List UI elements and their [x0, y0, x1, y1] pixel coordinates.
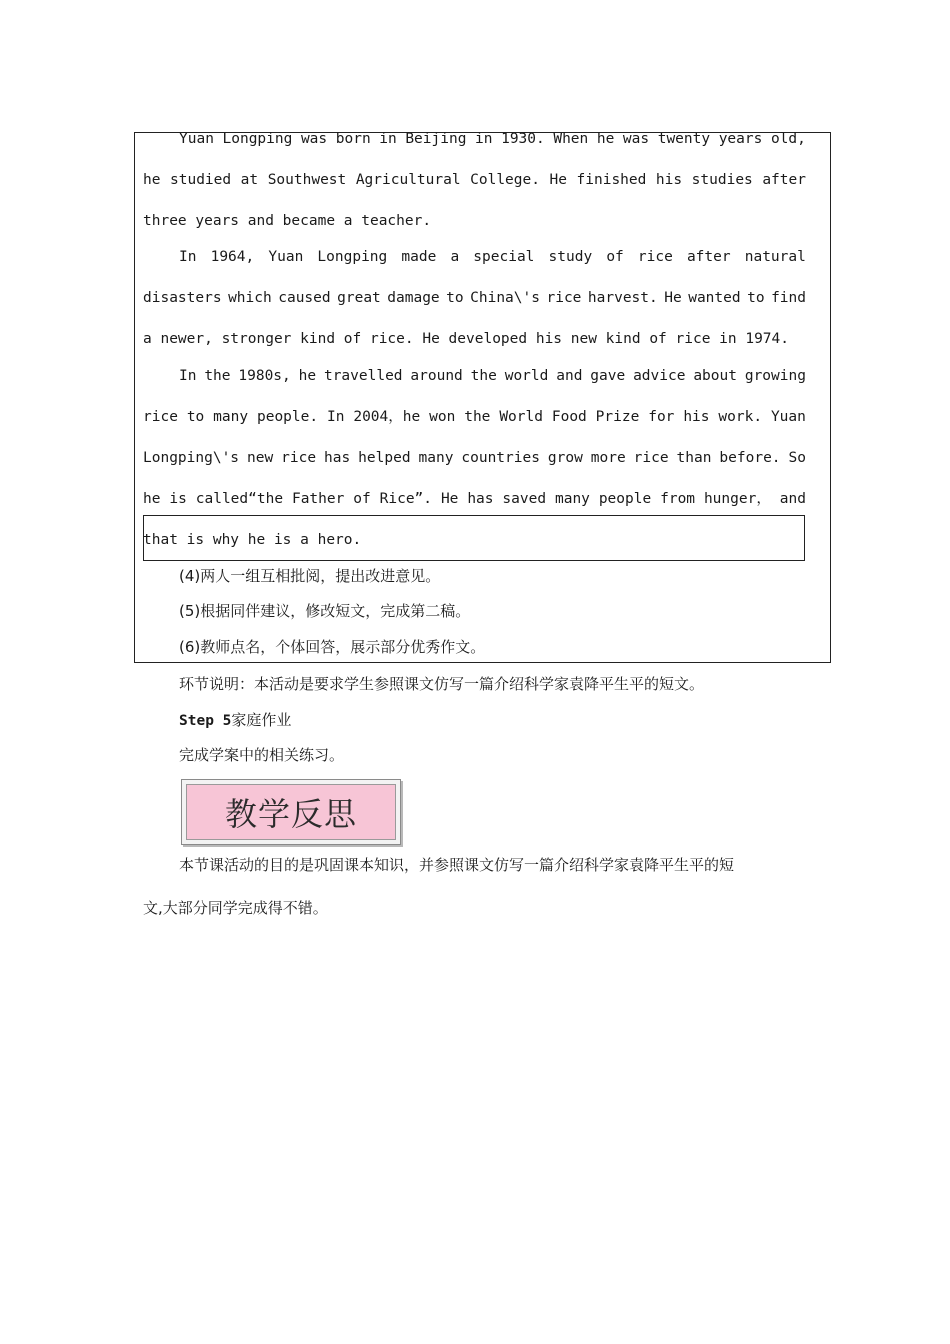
step-5-revise-text: (5)根据同伴建议，修改短文，完成第二稿。: [179, 602, 471, 620]
essay-word: World: [499, 409, 543, 425]
essay-word: In: [326, 409, 345, 425]
essay-word: He: [664, 290, 682, 306]
essay-word: a: [450, 249, 460, 265]
essay-word: new: [246, 450, 274, 466]
essay-word: China\'s: [470, 290, 540, 306]
essay-word: Longping\'s: [143, 450, 240, 466]
essay-word: from: [660, 491, 696, 507]
essay-word: damage: [387, 290, 440, 306]
essay-line: [179, 129, 806, 149]
essay-line: [179, 247, 806, 267]
essay-word: after: [762, 172, 806, 188]
step-6-text: (6)教师点名，个体回答，展示部分优秀作文。: [179, 638, 486, 656]
essay-word: find: [771, 290, 806, 306]
essay-line: [143, 407, 806, 427]
essay-word: gave: [590, 368, 626, 384]
essay-word: 1964,: [210, 249, 255, 265]
essay-line: [143, 448, 806, 468]
essay-word: around: [410, 368, 463, 384]
essay-word: won: [429, 409, 456, 425]
step5-heading: [179, 710, 291, 731]
essay-word: years: [718, 131, 763, 147]
essay-word: people: [598, 491, 652, 507]
essay-word: people.: [256, 409, 319, 425]
essay-line: [143, 170, 806, 190]
essay-word: many: [554, 491, 590, 507]
essay-word: Yuan: [179, 131, 214, 147]
essay-word: helped: [358, 450, 411, 466]
essay-word: hunger，: [703, 491, 771, 507]
essay-word: Beijing: [405, 131, 467, 147]
essay-word: advice: [633, 368, 686, 384]
essay-word: for: [648, 409, 675, 425]
activity-note: 环节说明：本活动是要求学生参照课文仿写一篇介绍科学家袁降平生平的短文。: [179, 675, 705, 693]
essay-word: Agricultural: [355, 172, 461, 188]
essay-word: and: [779, 491, 806, 507]
essay-word: to: [747, 290, 765, 306]
essay-word: to: [446, 290, 464, 306]
essay-word: rice: [637, 249, 673, 265]
essay-word: rice: [281, 450, 317, 466]
essay-word: study: [548, 249, 593, 265]
essay-word: Food: [551, 409, 587, 425]
essay-word: caused: [278, 290, 331, 306]
essay-word: finished: [576, 172, 647, 188]
essay-word: to: [186, 409, 205, 425]
essay-word: the: [204, 368, 231, 384]
essay-word: Longping: [317, 249, 388, 265]
essay-word: natural: [744, 249, 806, 265]
essay-word: travelled: [323, 368, 403, 384]
reflection-badge-label: 教学反思: [186, 784, 396, 840]
essay-word: the: [464, 409, 491, 425]
essay-word: at: [240, 172, 259, 188]
essay-word: a newer, stronger kind of rice. He developed his new kind of rice in 1974.: [143, 331, 790, 347]
homework-text: 完成学案中的相关练习。: [179, 746, 345, 764]
essay-word: called“the: [195, 491, 284, 507]
essay-word: three years and became a teacher.: [143, 213, 432, 229]
essay-word: which: [228, 290, 272, 306]
essay-word: Southwest: [267, 172, 347, 188]
essay-word: world: [504, 368, 549, 384]
essay-word: more: [590, 450, 626, 466]
essay-word: 1930.: [501, 131, 545, 147]
step-4-text: (4)两人一组互相批阅，提出改进意见。: [179, 567, 441, 585]
essay-word: he: [298, 368, 317, 384]
essay-line: [143, 288, 806, 308]
reflection-line-2: 文,大部分同学完成得不错。: [143, 899, 328, 917]
essay-word: grow: [547, 450, 583, 466]
essay-word: In: [179, 368, 197, 384]
essay-word: about: [693, 368, 737, 384]
essay-line: [143, 530, 361, 550]
essay-word: When: [553, 131, 589, 147]
essay-word: He: [440, 491, 459, 507]
step5-title: 家庭作业: [231, 711, 292, 729]
essay-word: disasters: [143, 290, 222, 306]
essay-word: In: [179, 249, 197, 265]
essay-word: Rice”.: [379, 491, 433, 507]
reflection-badge: [181, 779, 401, 845]
essay-word: rice: [633, 450, 669, 466]
essay-word: Yuan: [770, 409, 806, 425]
essay-word: many: [418, 450, 454, 466]
essay-word: and: [556, 368, 583, 384]
essay-word: harvest.: [587, 290, 658, 306]
step5-label: Step 5: [179, 713, 232, 729]
essay-word: great: [337, 290, 381, 306]
essay-word: He: [549, 172, 567, 188]
essay-word: studies: [691, 172, 753, 188]
essay-word: many: [213, 409, 249, 425]
essay-word: the: [470, 368, 497, 384]
essay-word: 2004，he: [353, 409, 421, 425]
essay-word: studied: [170, 172, 232, 188]
essay-word: College.: [470, 172, 540, 188]
essay-word: old,: [770, 131, 806, 147]
reflection-line-1: 本节课活动的目的是巩固课本知识，并参照课文仿写一篇介绍科学家袁降平生平的短: [179, 856, 735, 874]
essay-line: [143, 489, 806, 509]
essay-word: born: [335, 131, 371, 147]
essay-word: has: [324, 450, 351, 466]
essay-word: made: [401, 249, 437, 265]
essay-word: growing: [744, 368, 806, 384]
essay-word: he: [143, 172, 161, 188]
essay-word: countries: [461, 450, 540, 466]
essay-word: 1980s,: [238, 368, 291, 384]
essay-line: [179, 366, 806, 386]
essay-word: in: [379, 131, 397, 147]
essay-word: of: [353, 491, 371, 507]
essay-word: has: [467, 491, 494, 507]
essay-word: work.: [718, 409, 763, 425]
essay-word: special: [473, 249, 535, 265]
essay-word: is: [169, 491, 187, 507]
essay-word: before.: [719, 450, 781, 466]
essay-word: he: [596, 131, 615, 147]
essay-word: So: [788, 450, 806, 466]
essay-word: wanted: [688, 290, 741, 306]
essay-word: his: [683, 409, 710, 425]
essay-line: [143, 329, 789, 349]
essay-word: was: [622, 131, 650, 147]
essay-word: his: [655, 172, 683, 188]
essay-word: rice: [143, 409, 178, 425]
essay-word: after: [686, 249, 731, 265]
essay-word: saved: [502, 491, 547, 507]
essay-word: Yuan: [268, 249, 304, 265]
essay-word: than: [676, 450, 712, 466]
essay-word: of: [606, 249, 624, 265]
essay-word: Father: [291, 491, 345, 507]
essay-word: he: [143, 491, 161, 507]
essay-line: [143, 211, 431, 231]
essay-word: Prize: [595, 409, 640, 425]
essay-word: that is why he is a hero.: [143, 532, 362, 548]
essay-word: twenty: [657, 131, 711, 147]
essay-word: rice: [546, 290, 582, 306]
essay-word: in: [475, 131, 493, 147]
essay-word: was: [300, 131, 328, 147]
essay-word: Longping: [222, 131, 293, 147]
